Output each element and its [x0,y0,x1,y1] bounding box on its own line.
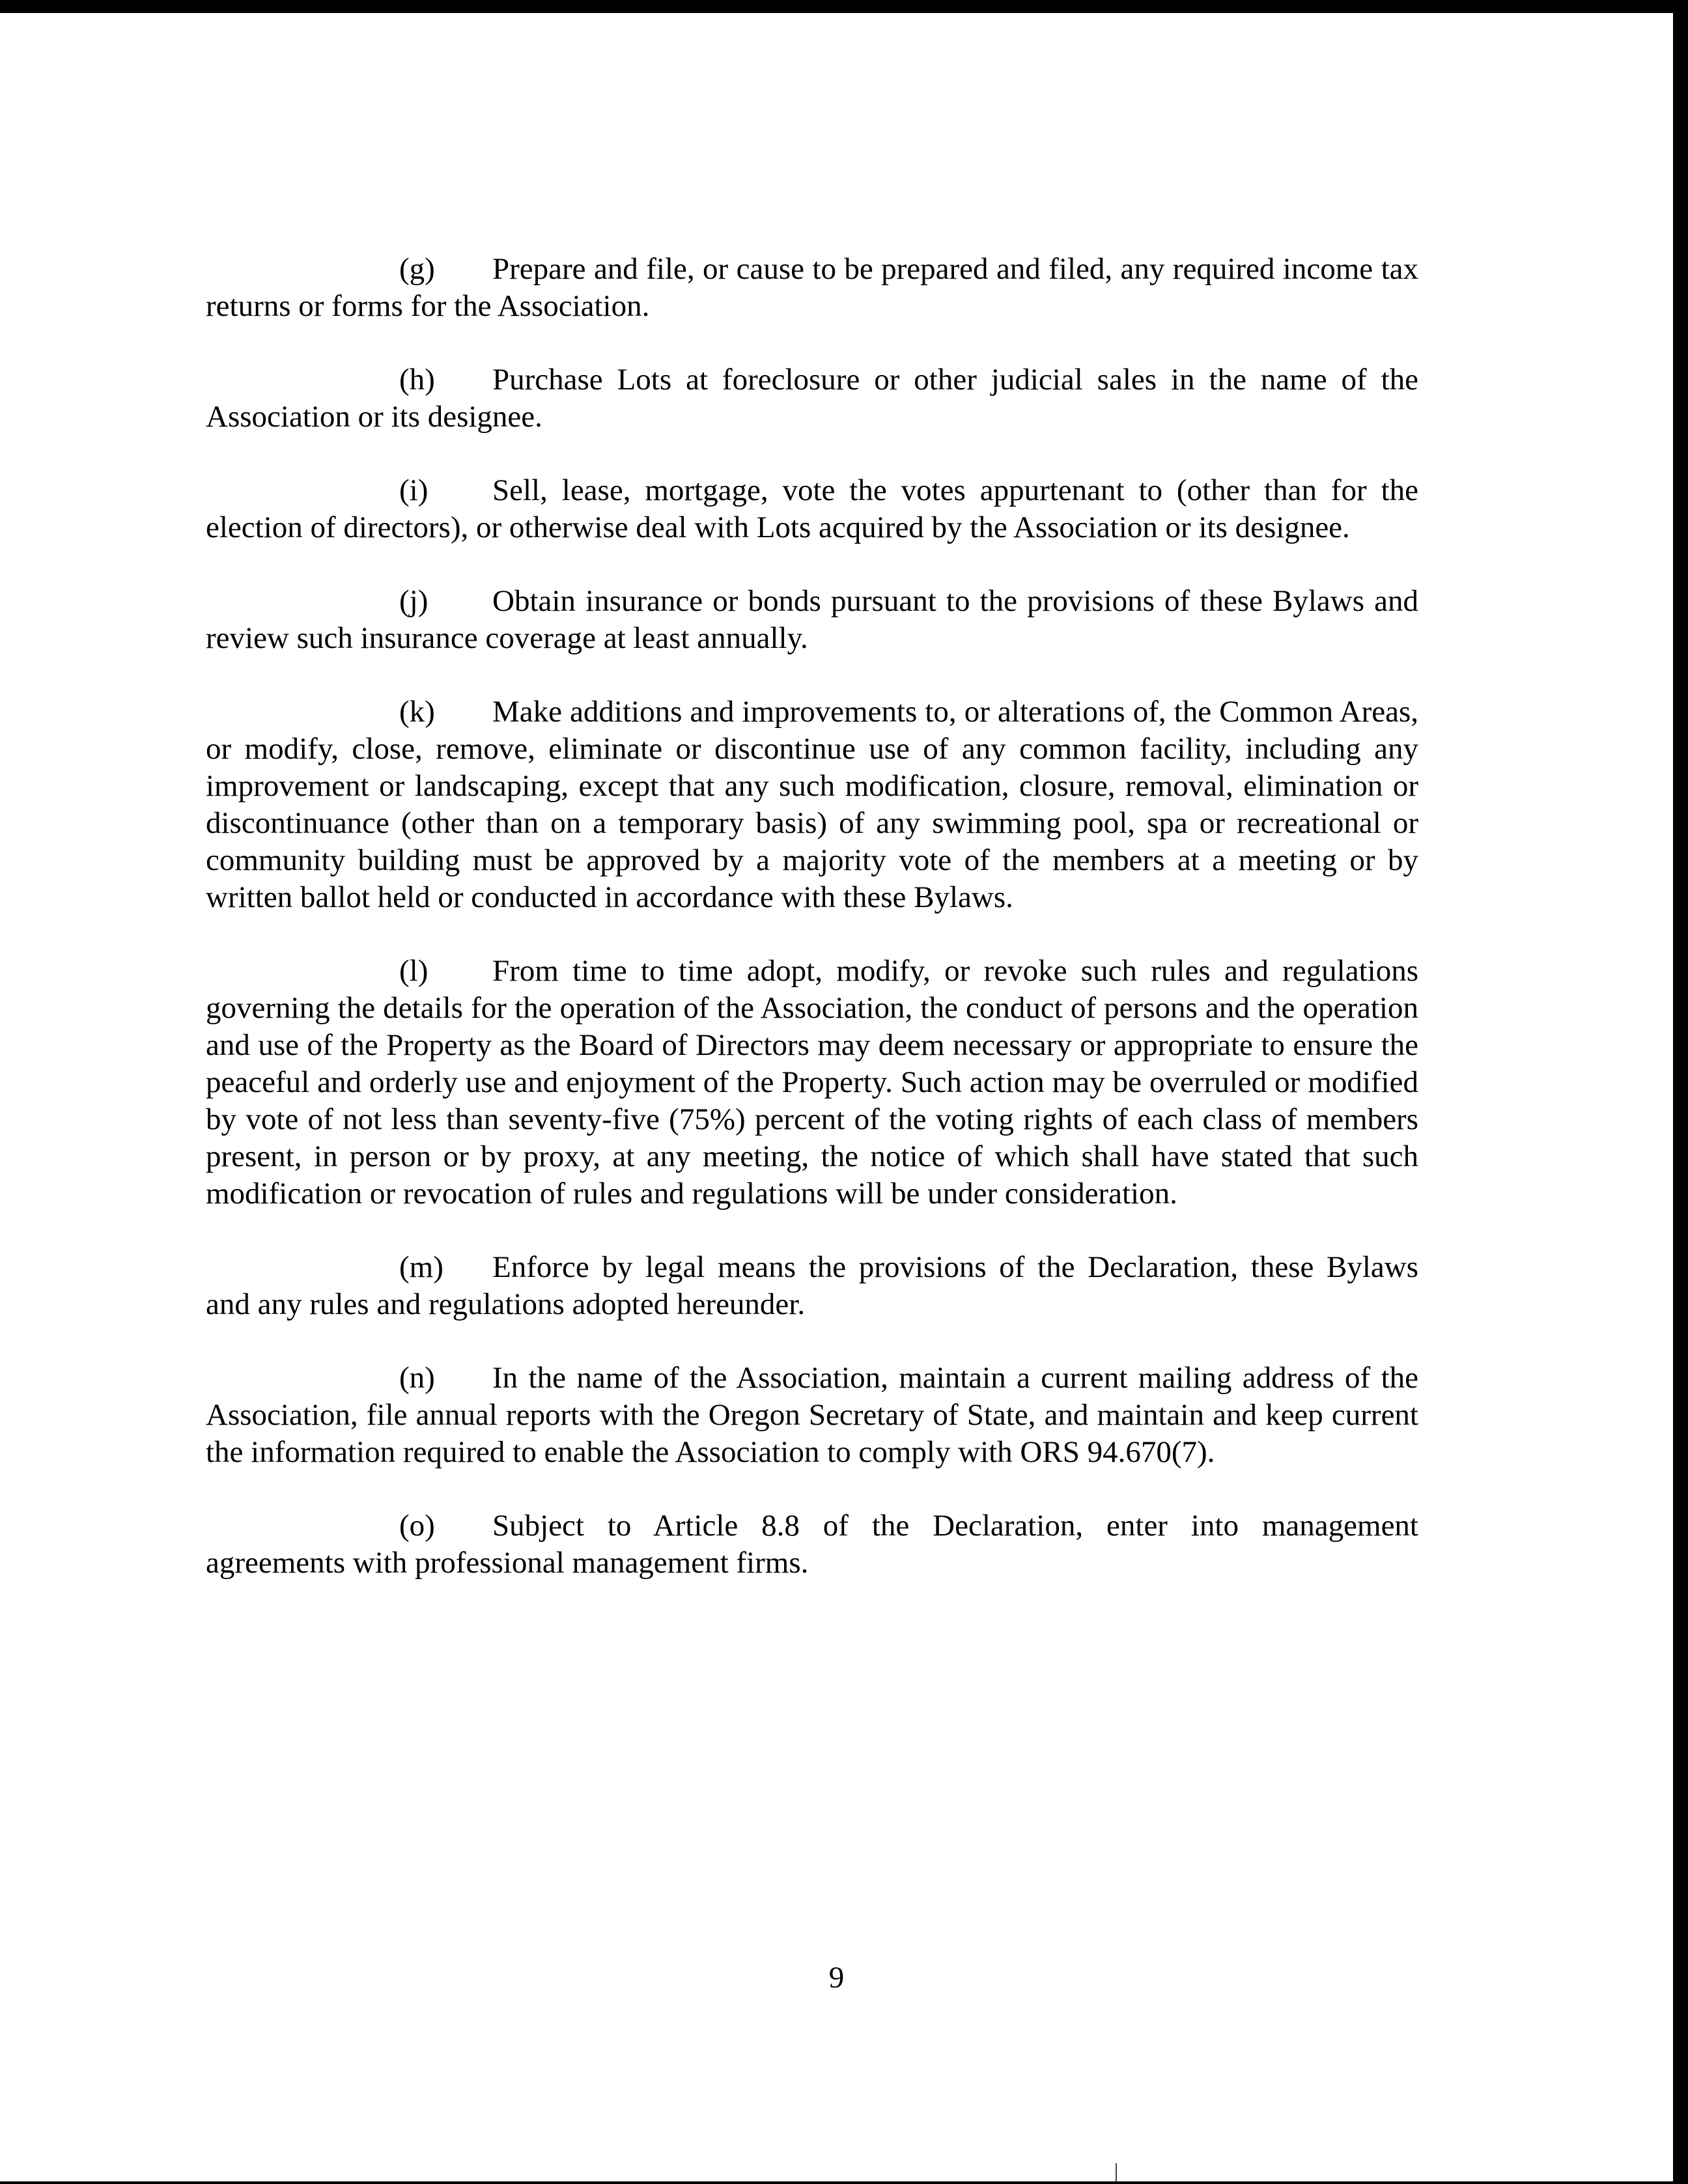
paragraph-label: (m) [399,1250,443,1284]
paragraph-label: (n) [399,1361,435,1395]
paragraph-label: (g) [399,252,435,286]
paragraph-text: In the name of the Association, maintain a current mailing address of the Association, file annual reports with the Oregon Secretary of State, and maintain and keep current the information required to enable the Association to comply with ORS 94.670(7). [206,1361,1418,1469]
paragraph-j [206,583,1418,657]
paragraph-k [206,693,1418,916]
paragraph-label: (j) [399,584,429,618]
page-number: 9 [828,1961,845,1995]
paragraph-g [206,251,1418,325]
paragraph-o [206,1507,1418,1582]
paragraph-label: (h) [399,363,435,397]
paragraph-text: Subject to Article 8.8 of the Declaration, enter into management agreements with professional management firms. [206,1509,1418,1580]
paragraph-label: (i) [399,473,429,507]
paragraph-text: Prepare and file, or cause to be prepared and filed, any required income tax returns or forms for the Association. [206,252,1418,323]
paragraph-text: Make additions and improvements to, or alterations of, the Common Areas, or modify, close, remove, eliminate or discontinue use of any common facility, including any improvement or landscaping, except that any such modification, closure, removal, elimination or discontinuance (other than on a temporary basis) of any swimming pool, spa or recreational or community building must be approved by a majority vote of the members at a meeting or by written ballot held or conducted in accordance with these Bylaws. [206,695,1418,914]
paragraph-label: (k) [399,695,435,729]
paragraph-l [206,953,1418,1212]
paragraph-text: Sell, lease, mortgage, vote the votes appurtenant to (other than for the election of directors), or otherwise deal with Lots acquired by the Association or its designee. [206,473,1418,544]
paragraph-text: From time to time adopt, modify, or revoke such rules and regulations governing the details for the operation of the Association, the conduct of persons and the operation and use of the Property as the Board of Directors may deem necessary or appropriate to ensure the peaceful and orderly use and enjoyment of the Property. Such action may be overruled or modified by vote of not less than seventy-five (75%) percent of the voting rights of each class of members present, in person or by proxy, at any meeting, the notice of which shall have stated that such modification or revocation of rules and regulations will be under consideration. [206,954,1418,1211]
paragraph-m [206,1249,1418,1323]
paragraph-label: (l) [399,954,429,988]
document-page [0,13,1673,2181]
paragraph-h [206,361,1418,436]
paragraph-i [206,472,1418,546]
paragraph-text: Obtain insurance or bonds pursuant to the provisions of these Bylaws and review such insurance coverage at least annually. [206,584,1418,655]
paragraph-label: (o) [399,1509,435,1543]
paragraph-n [206,1360,1418,1471]
scan-mark [1116,2163,1117,2181]
paragraph-text: Purchase Lots at foreclosure or other judicial sales in the name of the Association or its designee. [206,363,1418,434]
paragraph-text: Enforce by legal means the provisions of the Declaration, these Bylaws and any rules and regulations adopted hereunder. [206,1250,1418,1321]
document-body [206,251,1418,1582]
